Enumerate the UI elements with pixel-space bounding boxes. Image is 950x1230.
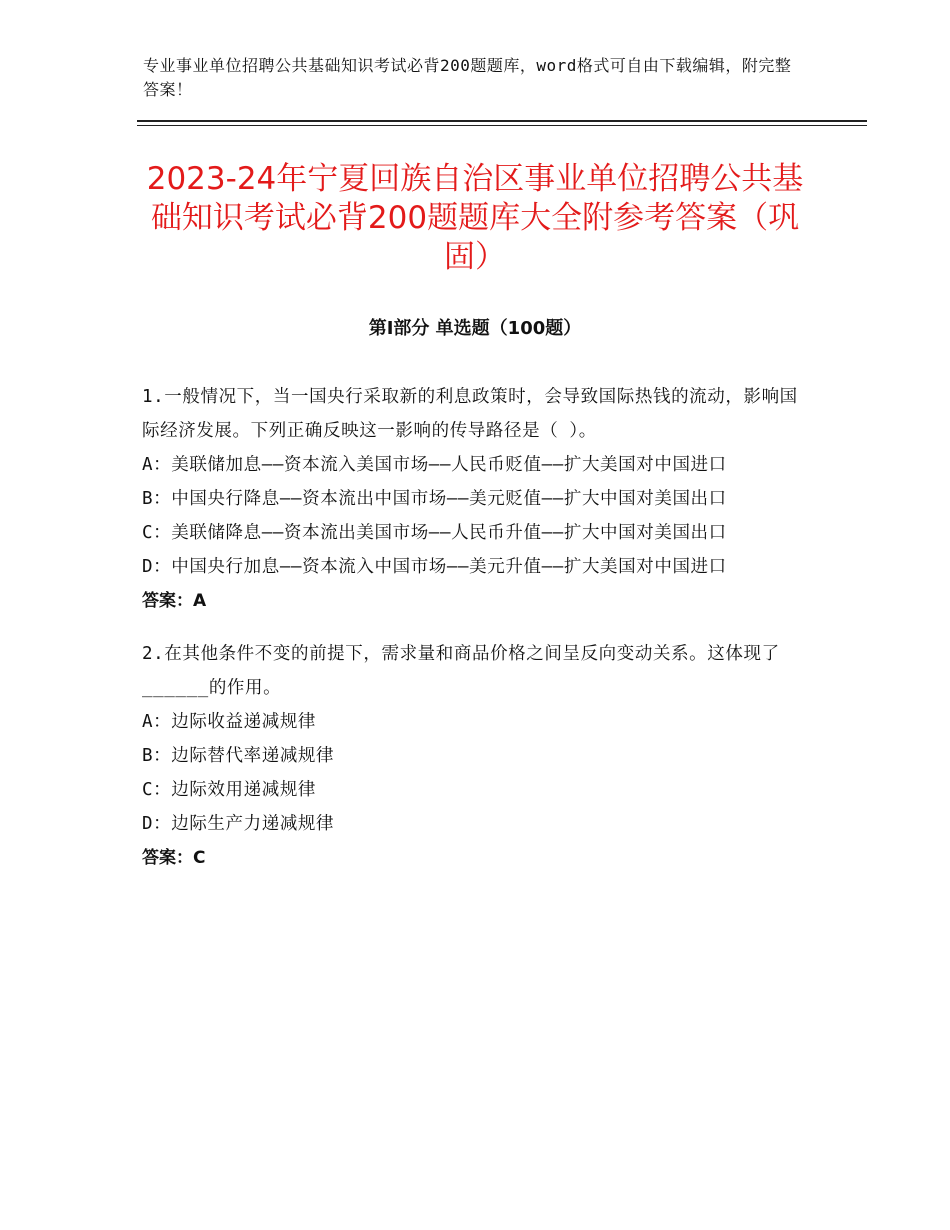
question-option-d: D：边际生产力递减规律: [142, 814, 335, 834]
question-option-b: B：边际替代率递减规律: [142, 746, 335, 766]
question-option-a: A：边际收益递减规律: [142, 712, 317, 732]
question-stem: 1.一般情况下，当一国央行采取新的利息政策时，会导致国际热钱的流动，影响国际经济发展。下列正确反映这一影响的传导路径是（ ）。: [142, 387, 798, 441]
question-option-c: C：美联储降息——资本流出美国市场——人民币升值——扩大中国对美国出口: [142, 523, 727, 543]
header-rule-thin: [137, 125, 867, 126]
question-stem: 2.在其他条件不变的前提下，需求量和商品价格之间呈反向变动关系。这体现了______的作用。: [142, 644, 780, 698]
question-answer: 答案：A: [142, 591, 207, 611]
question-option-a: A：美联储加息——资本流入美国市场——人民币贬值——扩大美国对中国进口: [142, 455, 727, 475]
section-title: 第Ⅰ部分 单选题（100题）: [368, 318, 582, 339]
question-answer: 答案：C: [142, 848, 206, 868]
question-item: [142, 380, 814, 618]
question-option-c: C：边际效用递减规律: [142, 780, 317, 800]
question-option-b: B：中国央行降息——资本流出中国市场——美元贬值——扩大中国对美国出口: [142, 489, 727, 509]
question-item: [142, 637, 814, 875]
question-option-d: D：中国央行加息——资本流入中国市场——美元升值——扩大美国对中国进口: [142, 557, 727, 577]
header-rule-thick: [137, 120, 867, 122]
document-title: 2023-24年宁夏回族自治区事业单位招聘公共基础知识考试必背200题题库大全附参考答案（巩固）: [146, 161, 804, 275]
header-note: 专业事业单位招聘公共基础知识考试必背200题题库，word格式可自由下载编辑，附完整答案！: [143, 56, 792, 99]
question-list: [142, 380, 814, 894]
